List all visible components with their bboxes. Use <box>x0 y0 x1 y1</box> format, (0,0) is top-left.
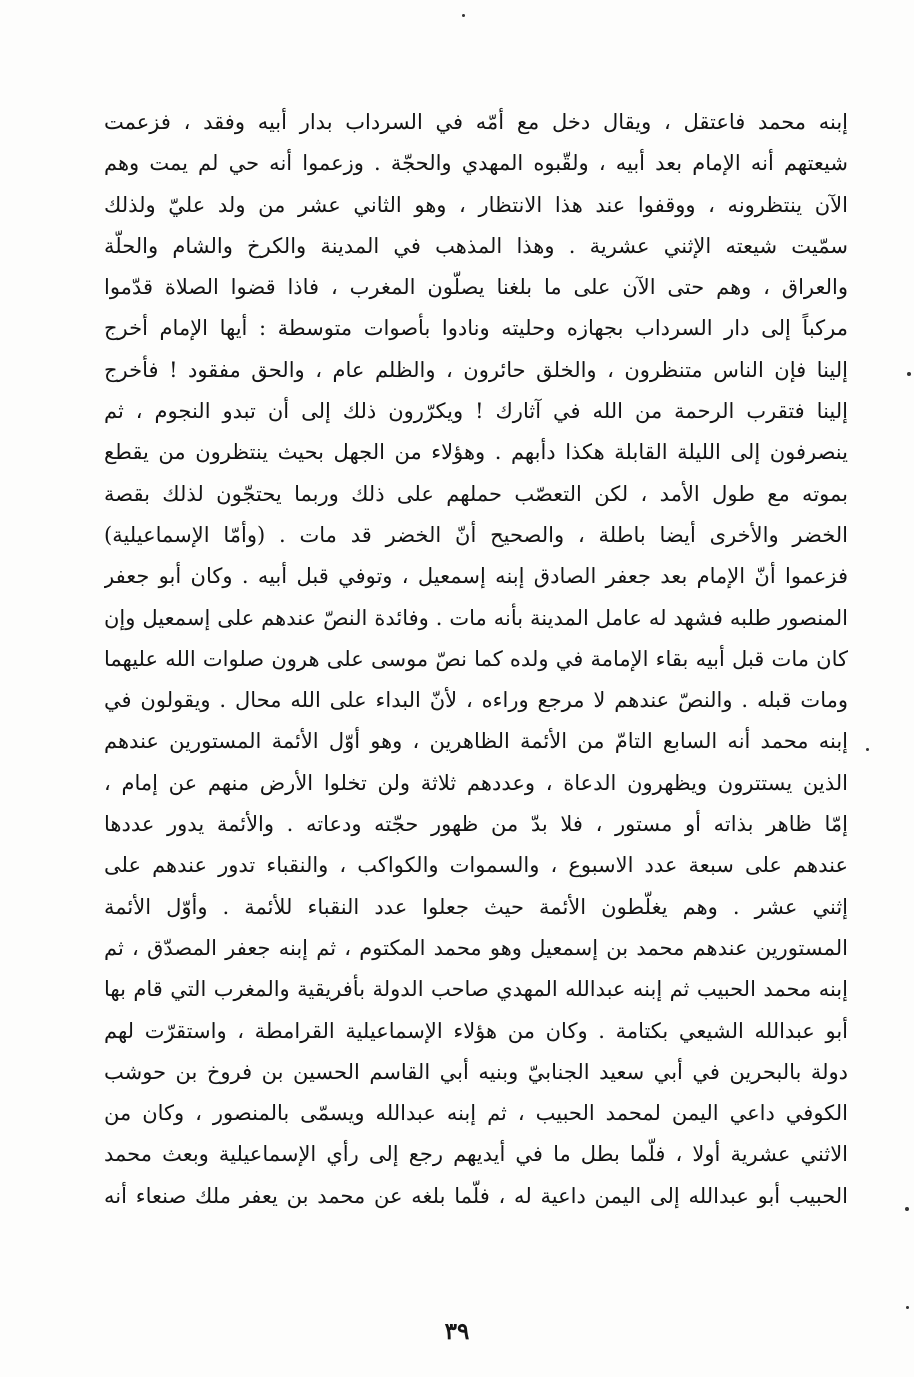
text-line: الاثني عشرية أولا ، فلّما بطل ما في أيديهم رجع إلى رأي الإسماعيلية وبعث محمد <box>104 1142 848 1167</box>
scan-speck <box>905 1207 909 1211</box>
text-line: المستورين عندهم محمد بن إسمعيل وهو محمد المكتوم ، ثم إبنه جعفر المصدّق ، ثم <box>104 935 848 960</box>
text-line: المنصور طلبه فشهد له عامل المدينة بأنه مات . وفائدة النصّ عندهم على إسمعيل وإن <box>104 605 848 630</box>
text-line: عندهم على سبعة عدد الاسبوع ، والسموات والكواكب ، والنقباء تدور عندهم على <box>104 853 848 878</box>
text-line: سمّيت شيعته الإثني عشرية . وهذا المذهب في المدينة والكرخ والشام والحلّة <box>104 233 848 258</box>
text-line: الحبيب أبو عبدالله إلى اليمن داعية له ، فلّما بلغه عن محمد بن يعفر ملك صنعاء أنه <box>104 1183 848 1208</box>
text-line: مركباً إلى دار السرداب بجهازه وحليته ونادوا بأصوات متوسطة : أيها الإمام أخرج <box>104 316 848 341</box>
text-line: ومات قبله . والنصّ عندهم لا مرجع وراءه ، لأنّ البداء على الله محال . ويقولون في <box>104 688 848 713</box>
scan-speck <box>866 748 869 751</box>
text-line: إلينا فإن الناس متنظرون ، والخلق حائرون ، والظلم عام ، والحق مفقود ! فأخرج <box>104 357 848 382</box>
text-line: والعراق ، وهم حتى الآن على ما بلغنا يصلّون المغرب ، فاذا قضوا الصلاة قدّموا <box>104 275 848 300</box>
text-line: كان مات قبل أبيه بقاء الإمامة في ولده كما نصّ موسى على هرون صلوات الله عليهما <box>104 646 848 671</box>
scan-speck <box>906 1306 909 1309</box>
text-line: أبو عبدالله الشيعي بكتامة . وكان من هؤلاء الإسماعيلية القرامطة ، واستقرّت لهم <box>104 1018 848 1043</box>
body-text <box>104 102 848 1217</box>
scan-speck <box>462 14 465 17</box>
text-line: الآن ينتظرونه ، ووقفوا عند هذا الانتظار ، وهو الثاني عشر من ولد عليّ ولذلك <box>104 192 848 217</box>
text-line: إلينا فتقرب الرحمة من الله في آثارك ! ويكرّرون ذلك إلى أن تبدو النجوم ، ثم <box>104 399 848 424</box>
text-line: بموته مع طول الأمد ، لكن التعصّب حملهم على ذلك وربما يحتجّون لذلك بقصة <box>104 481 848 506</box>
text-line: الخضر والأخرى أيضا باطلة ، والصحيح أنّ الخضر قد مات . (وأمّا الإسماعيلية) <box>104 522 848 547</box>
text-line: إبنه محمد فاعتقل ، ويقال دخل مع أمّه في السرداب بدار أبيه وفقد ، فزعمت <box>104 110 848 134</box>
text-line: دولة بالبحرين في أبي سعيد الجنابيّ وبنيه أبي القاسم الحسين بن فروخ بن حوشب <box>104 1059 848 1084</box>
text-line: إبنه محمد أنه السابع التامّ من الأئمة الظاهرين ، وهو أوّل الأئمة المستورين عندهم <box>104 729 848 754</box>
text-line: شيعتهم أنه الإمام بعد أبيه ، ولقّبوه المهدي والحجّة . وزعموا أنه حي لم يمت وهم <box>104 151 848 176</box>
text-line: ينصرفون إلى الليلة القابلة هكذا دأبهم . وهؤلاء من الجهل بحيث ينتظرون من يقطع <box>104 440 848 465</box>
page-number: ٣٩ <box>444 1318 470 1345</box>
scan-speck <box>907 372 911 376</box>
text-line: فزعموا أنّ الإمام بعد جعفر الصادق إبنه إسمعيل ، وتوفي قبل أبيه . وكان أبو جعفر <box>104 564 848 589</box>
text-line: إمّا ظاهر بذاته أو مستور ، فلا بدّ من ظهور حجّته ودعاته . والأئمة يدور عددها <box>104 812 848 837</box>
text-line: الكوفي داعي اليمن لمحمد الحبيب ، ثم إبنه عبدالله ويسمّى بالمنصور ، وكان من <box>104 1101 848 1126</box>
text-line: إثني عشر . وهم يغلّطون الأئمة حيث جعلوا عدد النقباء للأئمة . وأوّل الأئمة <box>104 894 848 919</box>
text-line: الذين يستترون ويظهرون الدعاة ، وعددهم ثلاثة ولن تخلوا الأرض منهم عن إمام ، <box>104 770 848 795</box>
text-line: إبنه محمد الحبيب ثم إبنه عبدالله المهدي صاحب الدولة بأفريقية والمغرب التي قام بها <box>104 977 848 1002</box>
